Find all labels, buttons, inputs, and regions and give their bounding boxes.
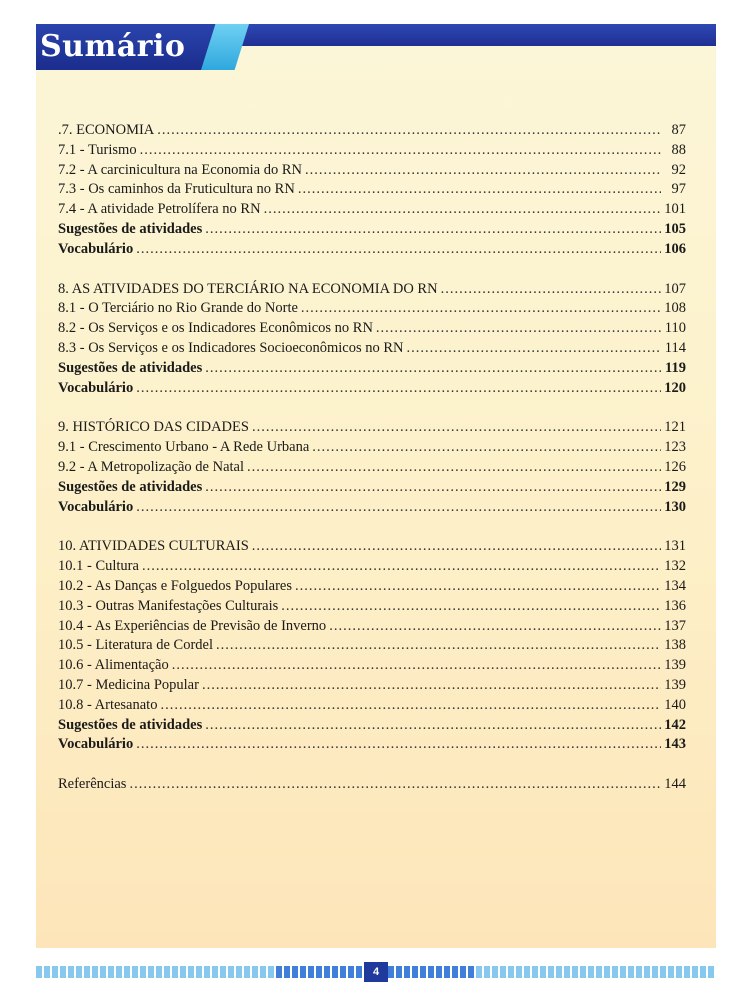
dot-leader: [295, 577, 661, 597]
toc-entry[interactable]: [58, 379, 686, 399]
toc-entry[interactable]: [58, 121, 686, 141]
dot-leader: [142, 557, 661, 577]
toc-entry-title: 10.3 - Outras Manifestações Culturais: [58, 597, 279, 614]
dot-leader: [205, 716, 661, 736]
table-of-contents: [58, 121, 686, 795]
page-title: Sumário: [40, 29, 186, 64]
toc-entry[interactable]: [58, 775, 686, 795]
toc-entry-title: Sugestões de atividades: [58, 359, 203, 376]
toc-entry[interactable]: [58, 240, 686, 260]
dot-leader: [216, 636, 661, 656]
toc-entry-page: 88: [671, 141, 686, 158]
toc-entry[interactable]: [58, 537, 686, 557]
toc-entry-title: 8.1 - O Terciário no Rio Grande do Norte: [58, 300, 298, 317]
section-spacer: [58, 260, 686, 280]
dot-leader: [136, 498, 661, 518]
toc-entry-page: 119: [665, 359, 686, 376]
dot-leader: [298, 180, 661, 200]
dot-leader: [129, 775, 661, 795]
toc-entry-title: 10.6 - Alimentação: [58, 657, 169, 674]
toc-entry-page: 120: [664, 379, 686, 396]
section-spacer: [58, 755, 686, 775]
toc-entry-page: 144: [664, 776, 686, 793]
toc-entry-page: 110: [664, 320, 686, 337]
toc-entry[interactable]: [58, 180, 686, 200]
dot-leader: [407, 339, 661, 359]
dot-leader: [136, 240, 661, 260]
page-header: [36, 24, 716, 70]
toc-entry[interactable]: [58, 557, 686, 577]
toc-entry-title: 10.4 - As Experiências de Previsão de Inverno: [58, 617, 327, 634]
dot-leader: [252, 537, 661, 557]
toc-entry[interactable]: [58, 418, 686, 438]
dot-leader: [247, 458, 661, 478]
toc-entry-page: 140: [664, 696, 686, 713]
toc-entry-title: 8. AS ATIVIDADES DO TERCIÁRIO NA ECONOMIA DO RN: [58, 280, 438, 297]
toc-entry[interactable]: [58, 735, 686, 755]
dot-leader: [136, 379, 661, 399]
toc-entry-title: 7.2 - A carcinicultura na Economia do RN: [58, 161, 303, 178]
toc-entry-page: 126: [664, 458, 686, 475]
toc-entry-page: 106: [664, 240, 686, 257]
toc-entry[interactable]: [58, 656, 686, 676]
dot-leader: [205, 478, 661, 498]
dot-leader: [252, 418, 661, 438]
dot-leader: [172, 656, 661, 676]
toc-entry-title: 10. ATIVIDADES CULTURAIS: [58, 538, 249, 555]
toc-entry-page: 139: [664, 676, 686, 693]
toc-entry-page: 108: [664, 300, 686, 317]
toc-entry[interactable]: [58, 498, 686, 518]
toc-entry-page: 137: [664, 617, 686, 634]
toc-entry[interactable]: [58, 200, 686, 220]
toc-entry[interactable]: [58, 478, 686, 498]
dot-leader: [157, 121, 661, 141]
toc-entry-title: Sugestões de atividades: [58, 220, 203, 237]
dot-leader: [301, 299, 661, 319]
dot-leader: [264, 200, 661, 220]
toc-entry-page: 142: [664, 716, 686, 733]
toc-entry-title: Vocabulário: [58, 736, 134, 753]
toc-entry[interactable]: [58, 141, 686, 161]
toc-entry-title: 7.3 - Os caminhos da Fruticultura no RN: [58, 181, 295, 198]
toc-entry-page: 101: [664, 201, 686, 218]
toc-entry[interactable]: [58, 696, 686, 716]
dot-leader: [312, 438, 661, 458]
dot-leader: [441, 280, 661, 300]
toc-entry-title: 8.3 - Os Serviços e os Indicadores Socioeconômicos no RN: [58, 339, 404, 356]
toc-entry[interactable]: [58, 597, 686, 617]
toc-entry-title: 10.1 - Cultura: [58, 558, 139, 575]
dot-leader: [305, 161, 661, 181]
toc-entry-title: 10.8 - Artesanato: [58, 696, 158, 713]
toc-entry-title: 7.4 - A atividade Petrolífera no RN: [58, 201, 261, 218]
toc-entry-title: 9.2 - A Metropolização de Natal: [58, 458, 245, 475]
dot-leader: [140, 141, 661, 161]
toc-entry-page: 134: [664, 577, 686, 594]
toc-entry[interactable]: [58, 220, 686, 240]
toc-entry-title: 10.2 - As Danças e Folguedos Populares: [58, 577, 292, 594]
toc-entry-title: Sugestões de atividades: [58, 478, 203, 495]
toc-entry-page: 87: [671, 122, 686, 138]
toc-entry[interactable]: [58, 438, 686, 458]
toc-entry-page: 131: [664, 538, 686, 555]
toc-entry-page: 123: [664, 439, 686, 456]
dot-leader: [329, 617, 661, 637]
dot-leader: [205, 220, 661, 240]
toc-entry-page: 132: [664, 558, 686, 575]
toc-entry[interactable]: [58, 458, 686, 478]
toc-entry-page: 107: [664, 280, 686, 297]
dot-leader: [281, 597, 661, 617]
toc-entry[interactable]: [58, 636, 686, 656]
dot-leader: [376, 319, 661, 339]
toc-entry[interactable]: [58, 299, 686, 319]
toc-entry-page: 105: [664, 220, 686, 237]
dot-leader: [205, 359, 661, 379]
section-spacer: [58, 517, 686, 537]
toc-entry-title: Vocabulário: [58, 498, 134, 515]
toc-entry-title: Vocabulário: [58, 379, 134, 396]
toc-entry[interactable]: [58, 676, 686, 696]
toc-entry-title: 8.2 - Os Serviços e os Indicadores Econômicos no RN: [58, 320, 373, 337]
dot-leader: [202, 676, 661, 696]
toc-entry-title: 10.7 - Medicina Popular: [58, 676, 199, 693]
toc-entry[interactable]: [58, 319, 686, 339]
toc-entry-page: 92: [671, 161, 686, 178]
toc-entry-page: 136: [664, 597, 686, 614]
toc-entry-title: 9.1 - Crescimento Urbano - A Rede Urbana: [58, 439, 310, 456]
toc-entry[interactable]: [58, 577, 686, 597]
toc-entry[interactable]: [58, 716, 686, 736]
toc-entry[interactable]: [58, 161, 686, 181]
dot-leader: [136, 735, 661, 755]
toc-entry-page: 97: [671, 181, 686, 198]
toc-entry[interactable]: [58, 617, 686, 637]
toc-entry-page: 114: [664, 339, 686, 356]
toc-entry-title: .7. ECONOMIA: [58, 122, 155, 138]
toc-entry-page: 138: [664, 637, 686, 654]
toc-entry-title: Referências: [58, 776, 127, 793]
toc-entry-title: Sugestões de atividades: [58, 716, 203, 733]
toc-entry-page: 129: [664, 478, 686, 495]
toc-entry[interactable]: [58, 339, 686, 359]
toc-entry-title: 7.1 - Turismo: [58, 141, 137, 158]
dot-leader: [160, 696, 661, 716]
toc-entry-page: 139: [664, 657, 686, 674]
toc-entry-title: Vocabulário: [58, 240, 134, 257]
toc-entry-page: 121: [664, 419, 686, 436]
toc-entry[interactable]: [58, 280, 686, 300]
toc-entry-page: 130: [664, 498, 686, 515]
page-number: 4: [364, 962, 388, 982]
toc-entry-page: 143: [664, 736, 686, 753]
toc-entry[interactable]: [58, 359, 686, 379]
toc-entry-title: 10.5 - Literatura de Cordel: [58, 637, 214, 654]
section-spacer: [58, 398, 686, 418]
toc-entry-title: 9. HISTÓRICO DAS CIDADES: [58, 419, 249, 436]
